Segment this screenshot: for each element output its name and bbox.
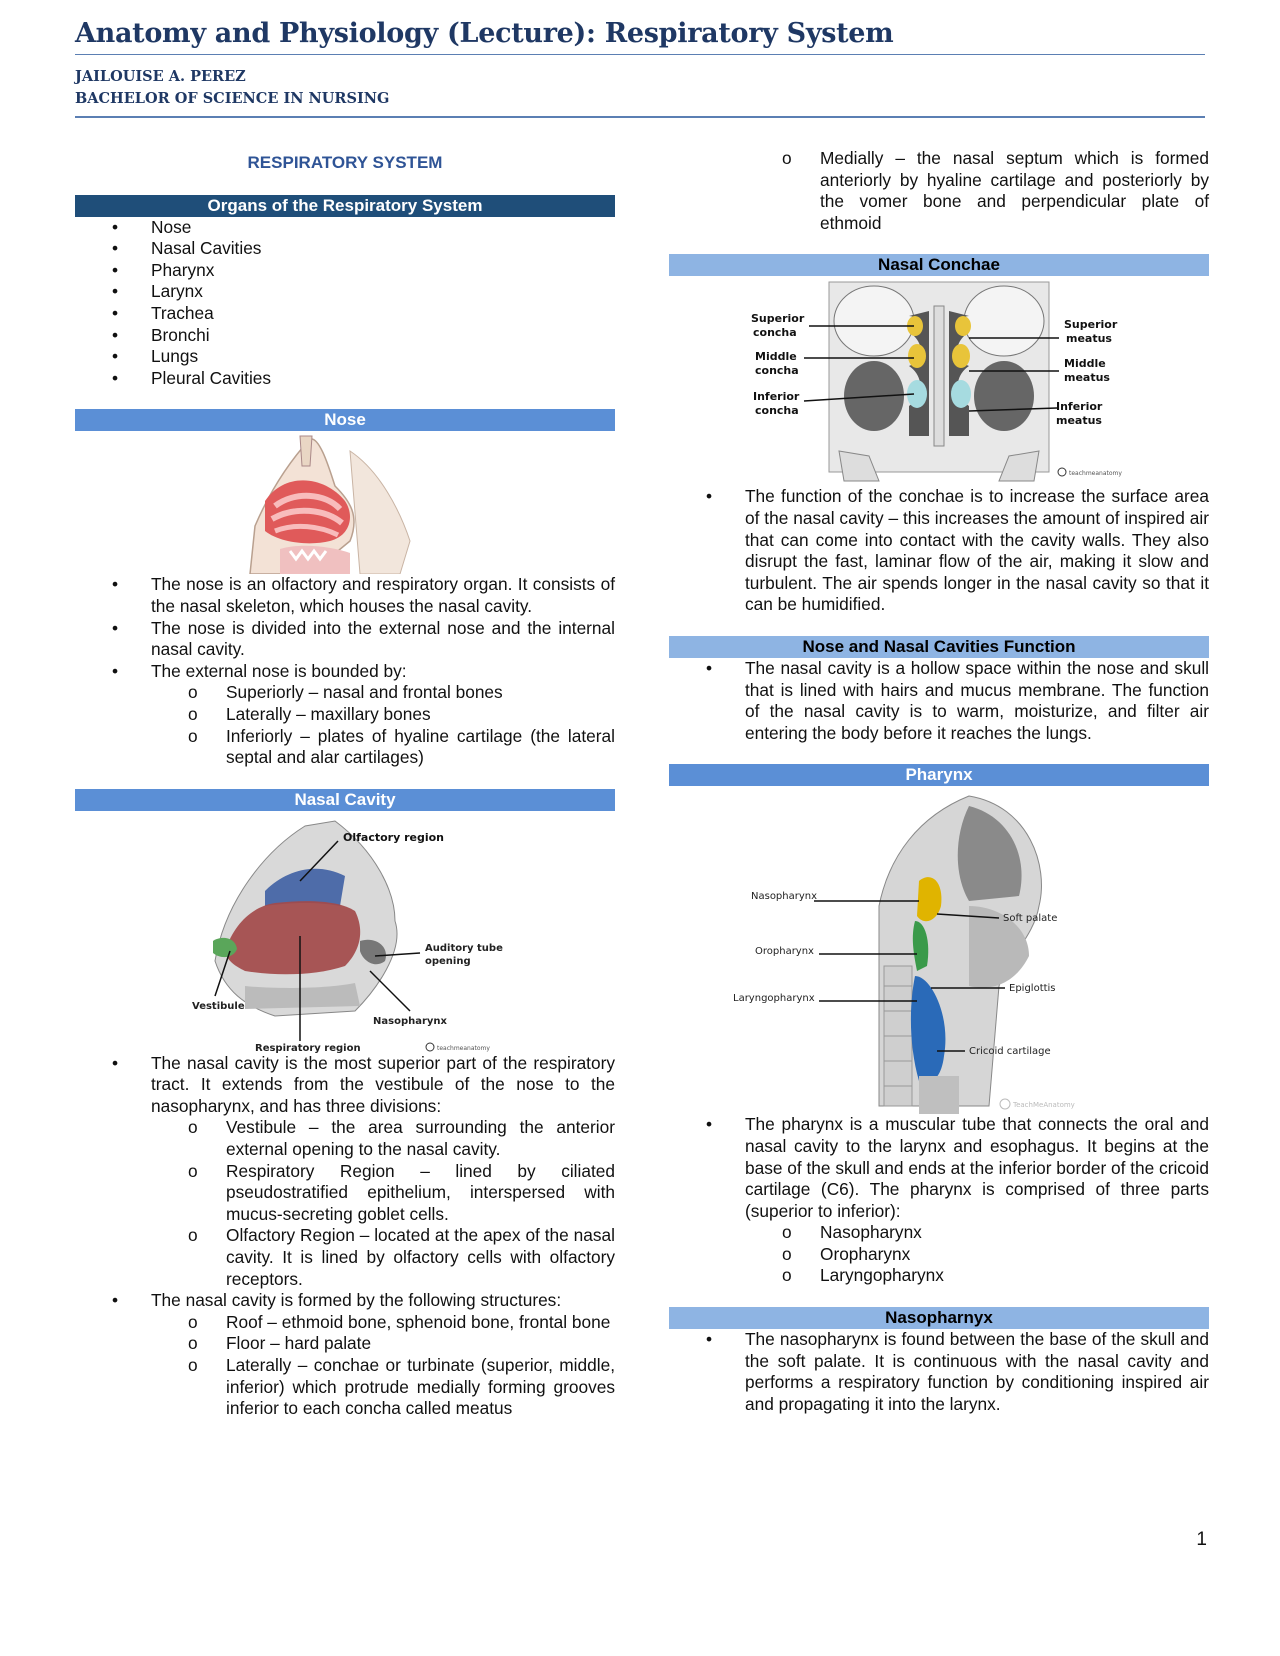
list-item: • Nose (75, 217, 615, 239)
document-title: Anatomy and Physiology (Lecture): Respiratory System (75, 18, 894, 49)
right-column (669, 148, 1209, 1415)
pharynx-heading: Pharynx (669, 764, 1209, 786)
list-item: • The function of the conchae is to increase the surface area of the nasal cavity – this increases the amount of inspired air that can come into contact with the cavity walls. They also disrupt the fast, laminar flow of the air, making it slow and turbulent. The air spends longer in the nasal cavity so that it can be humidified. (669, 486, 1209, 616)
medially-list (669, 148, 1209, 234)
function-heading: Nose and Nasal Cavities Function (669, 636, 1209, 658)
author-name: JAILOUISE A. PEREZ (75, 68, 246, 85)
nose-bullets (75, 574, 615, 768)
list-item: • The nasal cavity is the most superior part of the respiratory tract. It extends from the vestibule of the nose to the nasopharynx, and has three divisions: (75, 1053, 615, 1118)
mid-concha-label-2: concha (755, 364, 799, 378)
soft-palate-label: Soft palate (1003, 913, 1058, 925)
section-title: RESPIRATORY SYSTEM (247, 153, 443, 172)
laryngo-label: Laryngopharynx (733, 993, 815, 1005)
sub-list-item: o Floor – hard palate (75, 1333, 615, 1355)
epiglottis-label: Epiglottis (1009, 983, 1056, 995)
list-item: • The pharynx is a muscular tube that connects the oral and nasal cavity to the larynx and esophagus. It begins at the base of the skull and ends at the inferior border of the cricoid cartilage (C6). The pharynx is comprised of three parts (superior to inferior): (669, 1114, 1209, 1222)
list-item: • The nose is an olfactory and respiratory organ. It consists of the nasal skeleton, which houses the nasal cavity. (75, 574, 615, 617)
list-item: • The nasal cavity is formed by the following structures: (75, 1290, 615, 1312)
conchae-heading: Nasal Conchae (669, 254, 1209, 276)
list-item: • Lungs (75, 346, 615, 368)
sub-list-item: o Roof – ethmoid bone, sphenoid bone, frontal bone (75, 1312, 615, 1334)
program-name: BACHELOR OF SCIENCE IN NURSING (75, 90, 390, 107)
credit-label: teachmeanatomy (437, 1044, 490, 1052)
mid-concha-label: Middle (755, 350, 797, 364)
sub-list-item: o Oropharynx (669, 1244, 1209, 1266)
sub-list-item: o Respiratory Region – lined by ciliated pseudostratified epithelium, interspersed with mucus-secreting goblet cells. (75, 1161, 615, 1226)
sub-list-item: o Superiorly – nasal and frontal bones (75, 682, 615, 704)
respiratory-label: Respiratory region (255, 1042, 361, 1053)
list-item: • The nose is divided into the external nose and the internal nasal cavity. (75, 618, 615, 661)
sub-list-item: o Laryngopharynx (669, 1265, 1209, 1287)
inf-concha-label-2: concha (755, 404, 799, 418)
sup-meatus-label: Superior (1064, 318, 1118, 332)
pharynx-bullets (669, 1114, 1209, 1287)
nose-heading: Nose (75, 409, 615, 431)
inf-concha-label: Inferior (753, 390, 800, 404)
sub-list-item: o Vestibule – the area surrounding the anterior external opening to the nasal cavity. (75, 1117, 615, 1160)
naso-label: Nasopharynx (751, 891, 818, 903)
mid-meatus-label: Middle (1064, 357, 1106, 371)
sup-concha-label: Superior (751, 312, 805, 326)
nasopharynx-heading: Nasopharnyx (669, 1307, 1209, 1329)
author-block (75, 66, 389, 110)
organs-heading: Organs of the Respiratory System (75, 195, 615, 217)
mid-meatus-label-2: meatus (1064, 371, 1110, 385)
function-bullets (669, 658, 1209, 744)
inf-meatus-label-2: meatus (1056, 414, 1102, 428)
list-item: • Bronchi (75, 325, 615, 347)
list-item: • The nasopharynx is found between the base of the skull and the soft palate. It is continuous with the nasal cavity and performs a respiratory function by conditioning inspired air and propagating it into the larynx. (669, 1329, 1209, 1415)
sub-list-item: o Medially – the nasal septum which is formed anteriorly by hyaline cartilage and posteriorly by the vomer bone and perpendicular plate of ethmoid (669, 148, 1209, 234)
sub-list-item: o Laterally – conchae or turbinate (superior, middle, inferior) which protrude medially forming grooves inferior to each concha called meatus (75, 1355, 615, 1420)
list-item: • Larynx (75, 281, 615, 303)
list-item: • Nasal Cavities (75, 238, 615, 260)
page-number: 1 (1196, 1529, 1207, 1550)
header-rule (75, 116, 1205, 118)
sup-concha-label-2: concha (753, 326, 797, 340)
credit-label: teachmeanatomy (1069, 470, 1122, 478)
left-column (75, 148, 615, 1420)
credit-label: TeachMeAnatomy (1013, 1101, 1075, 1110)
list-item: • Pharynx (75, 260, 615, 282)
olfactory-label: Olfactory region (343, 830, 445, 844)
nasal-cavity-figure (75, 811, 615, 1053)
nasal-cavity-bullets (75, 1053, 615, 1420)
sub-list-item: o Inferiorly – plates of hyaline cartilage (the lateral septal and alar cartilages) (75, 726, 615, 769)
vestibule-label: Vestibule (192, 1000, 245, 1012)
sub-list-item: o Olfactory Region – located at the apex of the nasal cavity. It is lined by olfactory cells with olfactory receptors. (75, 1225, 615, 1290)
title-rule (75, 54, 1205, 55)
conchae-figure (669, 276, 1209, 486)
nasopharynx-label: Nasopharynx (373, 1015, 447, 1027)
cricoid-label: Cricoid cartilage (969, 1046, 1051, 1058)
pharynx-figure (669, 786, 1209, 1114)
oro-label: Oropharynx (755, 946, 814, 958)
list-item: • Pleural Cavities (75, 368, 615, 390)
auditory-label: Auditory tube (425, 942, 503, 954)
sub-list-item: o Nasopharynx (669, 1222, 1209, 1244)
conchae-bullets (669, 486, 1209, 616)
list-item: • The external nose is bounded by: (75, 661, 615, 683)
organs-list (75, 217, 615, 390)
sub-list-item: o Laterally – maxillary bones (75, 704, 615, 726)
list-item: • The nasal cavity is a hollow space within the nose and skull that is lined with hairs and mucus membrane. The function of the nasal cavity is to warm, moisturize, and filter air entering the body before it reaches the lungs. (669, 658, 1209, 744)
list-item: • Trachea (75, 303, 615, 325)
nasal-cavity-heading: Nasal Cavity (75, 789, 615, 811)
nose-figure (75, 431, 615, 574)
auditory-label-2: opening (425, 955, 471, 967)
nasopharynx-bullets (669, 1329, 1209, 1415)
sup-meatus-label-2: meatus (1066, 332, 1112, 346)
inf-meatus-label: Inferior (1056, 400, 1103, 414)
